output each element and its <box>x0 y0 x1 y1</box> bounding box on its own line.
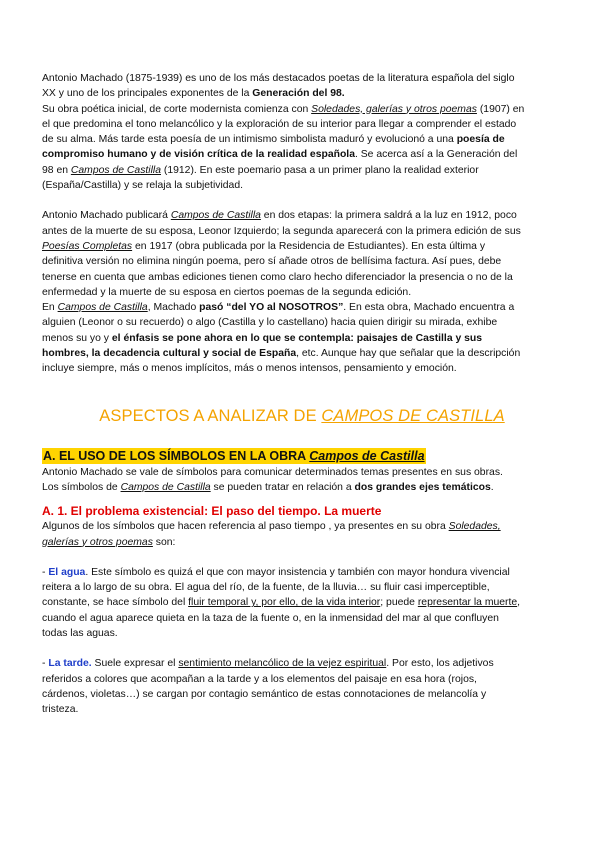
text: reitera a lo largo de su obra. El agua del río, de la fuente, de la lluvia… su fluir casi imperceptible, <box>42 582 490 594</box>
title-text: ASPECTOS A ANALIZAR DE <box>99 406 322 425</box>
text: XX y uno de los principales exponentes de la <box>42 88 253 100</box>
text-line <box>42 702 562 717</box>
text: . <box>490 481 494 493</box>
text-line <box>42 285 562 300</box>
section-a-heading <box>42 448 426 464</box>
spacer <box>42 641 562 656</box>
text: todas las aguas. <box>42 628 118 640</box>
text: menos su yo y <box>42 332 112 344</box>
text-line <box>42 346 562 361</box>
work-title: Campos de Castilla <box>57 302 148 314</box>
text: enfermedad y la muerte de su esposa en ciertos poemas de la segunda edición. <box>42 286 412 298</box>
text: constante, se hace símbolo del <box>42 597 189 609</box>
bold-text: poesía de <box>456 134 505 146</box>
text-line <box>42 315 562 330</box>
section-title <box>42 405 562 427</box>
title-work: CAMPOS DE CASTILLA <box>321 406 505 425</box>
heading-text: A. EL USO DE LOS SÍMBOLOS EN LA OBRA <box>43 448 310 463</box>
text-line <box>42 239 562 254</box>
text-line <box>42 480 562 495</box>
spacer <box>42 550 562 565</box>
text: definitiva versión no elimina ningún poema, pero sí añade otros de bellísima factura. Así pues, debe <box>42 256 502 268</box>
text: antes de la muerte de su esposa, Leonor Izquierdo; la segunda aparecerá con la primera edición de sus <box>42 225 521 237</box>
text-line <box>42 331 562 346</box>
text: , etc. Aunque hay que señalar que la descripción <box>296 348 521 360</box>
work-title: Campos de Castilla <box>120 481 211 493</box>
text-line <box>42 611 562 626</box>
text-line <box>42 132 562 147</box>
text-line <box>42 580 562 595</box>
text-line <box>42 102 562 117</box>
text-line <box>42 595 562 610</box>
bold-text: pasó “del YO al NOSOTROS” <box>199 302 344 314</box>
heading-work: Campos de Castilla <box>309 448 425 463</box>
text-line <box>42 224 562 239</box>
text-line <box>42 147 562 162</box>
section-a1-heading: A. 1. El problema existencial: El paso del tiempo. La muerte <box>42 504 382 519</box>
text: en dos etapas: la primera saldrá a la luz en 1912, poco <box>260 210 517 222</box>
text: 98 en <box>42 164 71 176</box>
bold-text: dos grandes ejes temáticos <box>354 481 491 493</box>
text-line <box>42 270 562 285</box>
text: (España/Castilla) y se relaja la subjetividad. <box>42 180 243 192</box>
work-title: Soledades, <box>448 521 501 533</box>
text: Su obra poética inicial, de corte modernista comienza con <box>42 103 312 115</box>
text: . En esta obra, Machado encuentra a <box>343 302 515 314</box>
text: Algunos de los símbolos que hacen referencia al paso tiempo , ya presentes en su obra <box>42 521 449 533</box>
underlined-text: sentimiento melancólico de la vejez espiritual <box>178 658 387 670</box>
text: son: <box>152 536 176 548</box>
text: Antonio Machado se vale de símbolos para comunicar determinados temas presentes en sus obras. <box>42 466 503 478</box>
text-line <box>42 687 562 702</box>
section-a1 <box>42 503 562 550</box>
symbol-term: El agua <box>48 566 86 578</box>
text: Antonio Machado publicará <box>42 210 171 222</box>
text: (1912). En este poemario pasa a un primer plano la realidad exterior <box>160 164 479 176</box>
symbol-tarde <box>42 656 562 717</box>
text: se pueden tratar en relación a <box>210 481 355 493</box>
work-title: Campos de Castilla <box>70 164 161 176</box>
bold-text: hombres, la decadencia cultural y social de España <box>42 348 297 360</box>
text: en 1917 (obra publicada por la Residencia de Estudiantes). En esta última y <box>132 240 486 252</box>
text: , Machado <box>147 302 200 314</box>
text-line <box>42 117 562 132</box>
underlined-text: representar la muerte <box>417 597 518 609</box>
text: tenerse en cuenta que ambas ediciones tienen como claro hecho diferenciador la presencia o no de la <box>42 271 513 283</box>
text: alguien (Leonor o su recuerdo) o algo (Castilla y lo castellano) hacia quien dirigir su mirada, exhibe <box>42 317 498 329</box>
underlined-text: fluir temporal y, por ello, de la vida interior <box>188 597 381 609</box>
section-a <box>42 447 562 496</box>
text: . Se acerca así a la Generación del <box>354 149 518 161</box>
text: En <box>42 302 58 314</box>
text: . Este símbolo es quizá el que con mayor insistencia y también con mayor hondura vivencial <box>85 566 510 578</box>
text: cuando el agua aparece quieta en la taza de la fuente o, en la inmensidad del mar al que confluyen <box>42 612 499 624</box>
text: Suele expresar el <box>91 658 179 670</box>
text: . Por esto, los adjetivos <box>386 658 494 670</box>
text-line <box>42 535 562 550</box>
text: incluye siempre, más o menos implícitos, más o menos intensos, pensamiento y emoción. <box>42 363 457 375</box>
editions-paragraph <box>42 208 562 376</box>
text: ; puede <box>380 597 418 609</box>
bold-text: compromiso humano y de visión crítica de la realidad española <box>42 149 355 161</box>
symbol-agua <box>42 565 562 641</box>
text-line <box>42 672 562 687</box>
text: Los símbolos de <box>42 481 121 493</box>
work-title: galerías y otros poemas <box>42 536 153 548</box>
text-line <box>42 208 562 223</box>
text: (1907) en <box>476 103 525 115</box>
text-line <box>42 465 562 480</box>
text-line <box>42 656 562 671</box>
bold-text: Generación del 98. <box>252 88 345 100</box>
work-title: Campos de Castilla <box>170 210 261 222</box>
symbol-term: La tarde. <box>48 658 92 670</box>
text-line <box>42 86 562 101</box>
text: cárdenos, violetas…) se cargan por contagio semántico de estas connotaciones de melancolía y <box>42 688 487 700</box>
work-title: Soledades, galerías y otros poemas <box>311 103 477 115</box>
text: de su alma. Más tarde esta poesía de un intimismo simbolista maduró y evolucionó a una <box>42 134 457 146</box>
text: - <box>42 566 49 578</box>
document-page <box>42 71 562 718</box>
intro-paragraph <box>42 71 562 193</box>
text-line <box>42 626 562 641</box>
text-line <box>42 178 562 193</box>
text: referidos a colores que acompañan a la tarde y a los elementos del paisaje en esa hora (rojos, <box>42 673 477 685</box>
text: , <box>517 597 521 609</box>
text-line <box>42 254 562 269</box>
text-line <box>42 361 562 376</box>
text: Antonio Machado (1875-1939) es uno de los más destacados poetas de la literatura española del siglo <box>42 73 515 84</box>
text: tristeza. <box>42 704 79 716</box>
work-title: Poesías Completas <box>42 240 133 252</box>
text: - <box>42 658 49 670</box>
text-line <box>42 300 562 315</box>
text-line <box>42 71 562 86</box>
text-line <box>42 565 562 580</box>
text: el que predomina el tono melancólico y la exploración de su interior para llegar a comprender el estado <box>42 118 517 130</box>
text-line <box>42 163 562 178</box>
spacer <box>42 193 562 208</box>
text-line <box>42 519 562 534</box>
bold-text: el énfasis se pone ahora en lo que se contempla: paisajes de Castilla y sus <box>111 332 483 344</box>
